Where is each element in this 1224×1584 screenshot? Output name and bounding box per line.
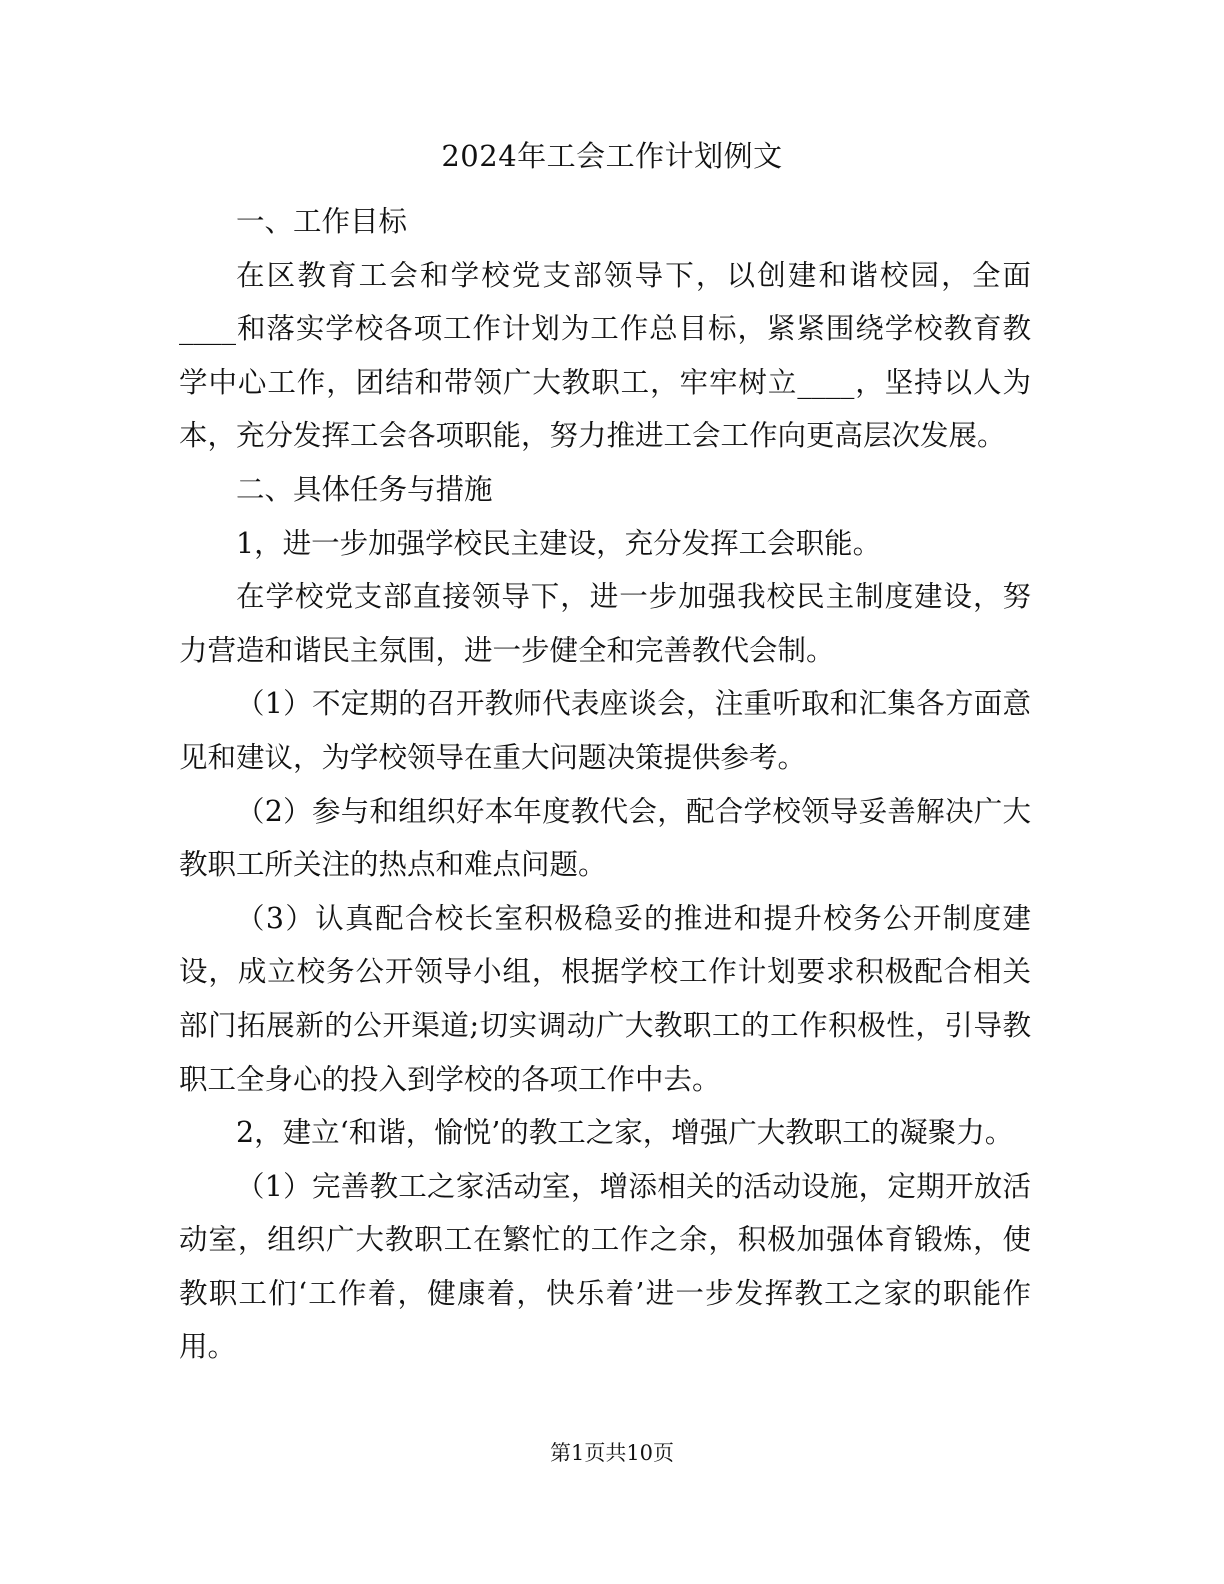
sub-item-2-1: （1）完善教工之家活动室，增添相关的活动设施，定期开放活动室，组织广大教职工在繁忙的工作之余，积极加强体育锻炼，使教职工们‘工作着，健康着，快乐着’进一步发挥教工之家的职能作用。 — [179, 1169, 1031, 1364]
task-item-1: 1，进一步加强学校民主建设，充分发挥工会职能。 — [236, 526, 882, 560]
task-item-2: 2，建立‘和谐，愉悦’的教工之家，增强广大教职工的凝聚力。 — [236, 1116, 1014, 1150]
sub-item-1-2: （2）参与和组织好本年度教代会，配合学校领导妥善解决广大教职工所关注的热点和难点问题。 — [179, 794, 1031, 882]
sub-item-1-1: （1）不定期的召开教师代表座谈会，注重听取和汇集各方面意见和建议，为学校领导在重大问题决策提供参考。 — [179, 687, 1031, 774]
document-title: 2024年工会工作计划例文 — [441, 139, 783, 173]
sub-item-1-3: （3）认真配合校长室积极稳妥的推进和提升校务公开制度建设，成立校务公开领导小组，根据学校工作计划要求积极配合相关部门拓展新的公开渠道;切实调动广大教职工的工作积极性，引导教职工全身心的投入到学校的各项工作中去。 — [179, 901, 1031, 1096]
page-number-footer: 第1页共10页 — [549, 1441, 675, 1465]
section-heading-tasks: 二、具体任务与措施 — [236, 472, 493, 506]
paragraph-goals: 在区教育工会和学校党支部领导下，以创建和谐校园，全面____和落实学校各项工作计划为工作总目标，紧紧围绕学校教育教学中心工作，团结和带领广大教职工，牢牢树立____，坚持以人为本，充分发挥工会各项职能，努力推进工会工作向更高层次发展。 — [179, 258, 1031, 453]
paragraph-democracy: 在学校党支部直接领导下，进一步加强我校民主制度建设，努力营造和谐民主氛围，进一步健全和完善教代会制。 — [179, 580, 1031, 667]
document-body — [179, 195, 1031, 1374]
section-heading-goals: 一、工作目标 — [236, 205, 408, 238]
